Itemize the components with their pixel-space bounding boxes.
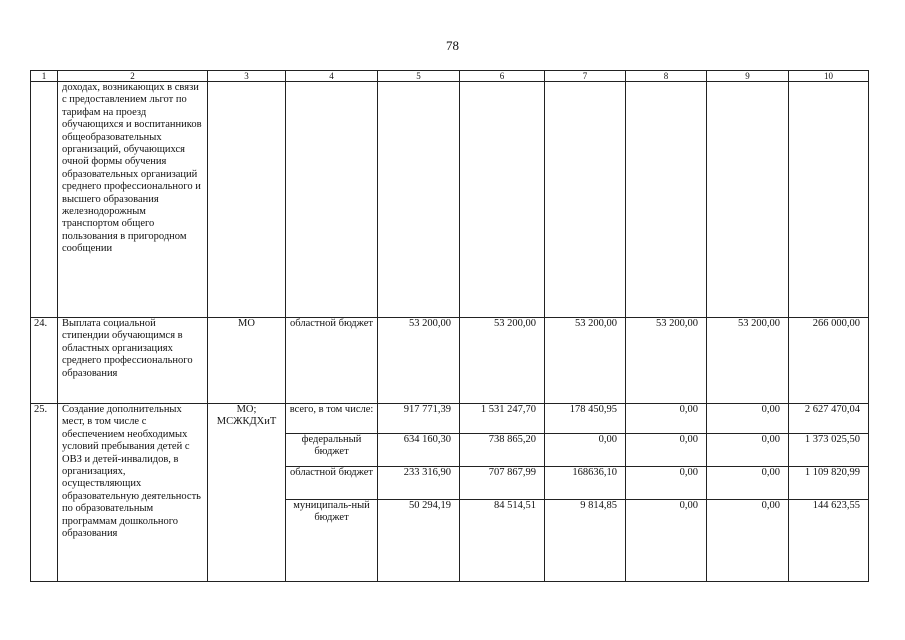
- column-header: 7: [545, 71, 626, 82]
- value-cell: 0,00: [707, 467, 789, 500]
- table-cell: [545, 82, 626, 318]
- column-header: 10: [789, 71, 869, 82]
- row-executor: МО; МСЖКДХиТ: [208, 404, 286, 582]
- table-row-24: [31, 318, 869, 404]
- column-header: 1: [31, 71, 58, 82]
- value-cell: 0,00: [626, 467, 707, 500]
- column-header: 6: [460, 71, 545, 82]
- table-header-row: [31, 71, 869, 82]
- value-cell: 0,00: [626, 404, 707, 434]
- value-cell: 0,00: [707, 434, 789, 467]
- table-cell: [31, 82, 58, 318]
- funding-source: муниципаль-ный бюджет: [286, 500, 378, 582]
- column-header: 4: [286, 71, 378, 82]
- funding-source: областной бюджет: [286, 467, 378, 500]
- column-header: 2: [58, 71, 208, 82]
- table-row-continuation: [31, 82, 869, 318]
- value-cell: 144 623,55: [789, 500, 869, 582]
- table-cell: [208, 82, 286, 318]
- value-cell: 634 160,30: [378, 434, 460, 467]
- value-cell: 266 000,00: [789, 318, 869, 404]
- value-cell: 1 373 025,50: [789, 434, 869, 467]
- budget-table: [30, 70, 869, 582]
- table-cell: [460, 82, 545, 318]
- row-number: 24.: [31, 318, 58, 404]
- value-cell: 168636,10: [545, 467, 626, 500]
- value-cell: 1 531 247,70: [460, 404, 545, 434]
- table-cell: [626, 82, 707, 318]
- column-header: 3: [208, 71, 286, 82]
- funding-source: всего, в том числе:: [286, 404, 378, 434]
- value-cell: 707 867,99: [460, 467, 545, 500]
- funding-source: областной бюджет: [286, 318, 378, 404]
- value-cell: 0,00: [545, 434, 626, 467]
- value-cell: 53 200,00: [707, 318, 789, 404]
- funding-source: федеральный бюджет: [286, 434, 378, 467]
- value-cell: 53 200,00: [626, 318, 707, 404]
- value-cell: 53 200,00: [378, 318, 460, 404]
- value-cell: 0,00: [626, 434, 707, 467]
- table-row-25: [31, 404, 869, 434]
- value-cell: 50 294,19: [378, 500, 460, 582]
- column-header: 5: [378, 71, 460, 82]
- table-cell: [286, 82, 378, 318]
- value-cell: 84 514,51: [460, 500, 545, 582]
- row-executor: МО: [208, 318, 286, 404]
- value-cell: 178 450,95: [545, 404, 626, 434]
- table-cell: [378, 82, 460, 318]
- row-number: 25.: [31, 404, 58, 582]
- page-number: 78: [446, 38, 459, 53]
- value-cell: 2 627 470,04: [789, 404, 869, 434]
- value-cell: 0,00: [707, 404, 789, 434]
- table-cell: [707, 82, 789, 318]
- value-cell: 0,00: [626, 500, 707, 582]
- value-cell: 53 200,00: [545, 318, 626, 404]
- value-cell: 0,00: [707, 500, 789, 582]
- value-cell: 9 814,85: [545, 500, 626, 582]
- value-cell: 738 865,20: [460, 434, 545, 467]
- value-cell: 53 200,00: [460, 318, 545, 404]
- value-cell: 1 109 820,99: [789, 467, 869, 500]
- row-description: Создание дополнительных мест, в том числе с обеспечением необходимых условий пребывания детей с ОВЗ и детей-инвалидов, в организациях, осуществляющих образовательную деятельность по образовательным программам дошкольного образования: [58, 404, 208, 582]
- table-cell: [789, 82, 869, 318]
- column-header: 8: [626, 71, 707, 82]
- value-cell: 917 771,39: [378, 404, 460, 434]
- value-cell: 233 316,90: [378, 467, 460, 500]
- row-description: доходах, возникающих в связи с предоставлением льгот по тарифам на проезд обучающихся и воспитанников общеобразовательных организаций, обучающихся очной формы обучения образовательных организаций среднего профессионального и высшего образования железнодорожным транспортом общего пользования в пригородном сообщении: [58, 82, 208, 318]
- column-header: 9: [707, 71, 789, 82]
- row-description: Выплата социальной стипендии обучающимся в областных организациях среднего профессионального образования: [58, 318, 208, 404]
